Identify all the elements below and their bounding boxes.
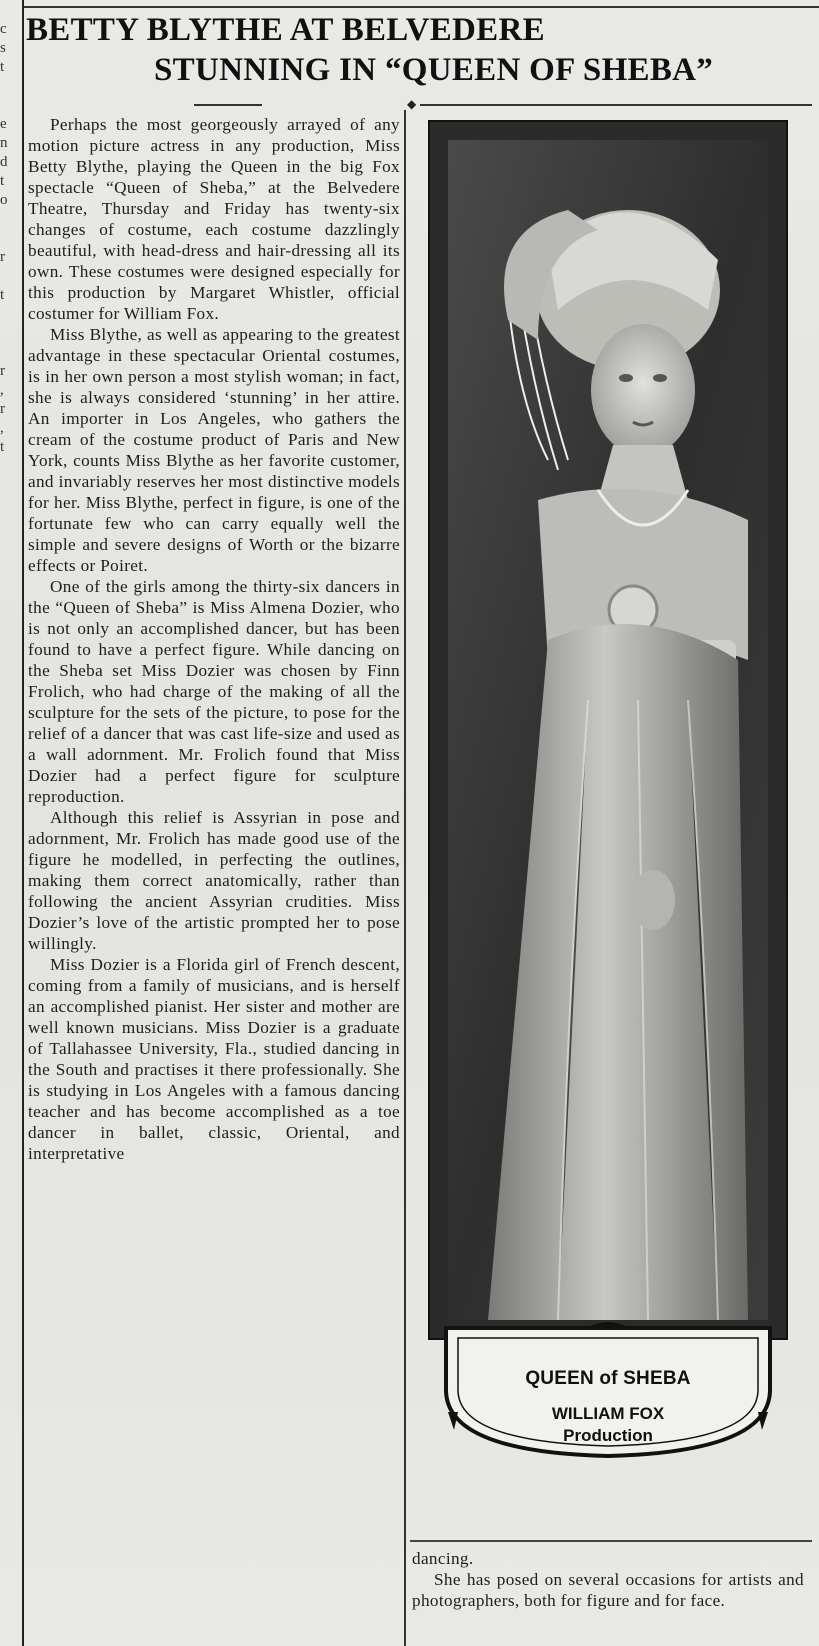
- margin-char: ,: [0, 420, 4, 436]
- margin-char: s: [0, 40, 6, 56]
- continuation-rule: [410, 1540, 812, 1542]
- headline-line-1: BETTY BLYTHE AT BELVEDERE: [26, 12, 545, 48]
- caption-production: Production: [563, 1426, 653, 1445]
- margin-char: c: [0, 21, 7, 37]
- article-paragraph: Miss Dozier is a Florida girl of French descent, coming from a family of musicians, and is herself an accomplished pianist. Her sister and mother are well known musicians. Miss Dozier is a graduate of Tallahassee University, Fla., studied dancing in the South and practises it there professionally. She is studying in Los Angeles with a famous dancing teacher and has become accomplished as a toe dancer in ballet, classic, Oriental, and interpretative: [28, 955, 400, 1163]
- article-paragraph: Perhaps the most georgeously arrayed of any motion picture actress in any production, Miss Betty Blythe, playing the Queen in the big Fox spectacle “Queen of Sheba,” at the Belvedere Theatre, Thursday and Friday has twenty-six changes of costume, each costume dazzlingly beautiful, with head-dress and hair-dressing all its own. These costumes were designed especially for this production by Margaret Whistler, official costumer for William Fox.: [28, 115, 400, 323]
- article-body: [28, 114, 400, 1164]
- margin-char: [0, 343, 18, 362]
- column-rule-left: [22, 0, 24, 1646]
- headline: [26, 10, 816, 90]
- margin-char: d: [0, 154, 8, 170]
- margin-char: t: [0, 287, 5, 303]
- article-paragraph: Miss Blythe, as well as appearing to the greatest advantage in these spectacular Oriental costumes, is in her own person a most stylish woman; in fact, she is always considered ‘stunning’ in her attire. An importer in Los Angeles, who gathers the cream of the costume product of Paris and New York, counts Miss Blythe as her favorite customer, and invariably reserves her most distinctive models for her. Miss Blythe, perfect in figure, is one of the fortunate few who can carry equally well the simple and severe designs of Worth or the bizarre effects or Poiret.: [28, 325, 400, 575]
- headline-rule-right: [420, 104, 812, 106]
- photo-frame: [428, 120, 788, 1340]
- caption-studio: WILLIAM FOX: [551, 1404, 665, 1423]
- top-rule: [24, 6, 819, 8]
- queen-of-sheba-portrait: [448, 140, 768, 1320]
- portrait-illustration: [448, 140, 768, 1320]
- margin-char: ,: [0, 382, 4, 398]
- margin-char: [0, 77, 18, 96]
- article-paragraph: One of the girls among the thirty-six dancers in the “Queen of Sheba” is Miss Almena Dozier, who is not only an accomplished dancer, but has been found to have a perfect figure. While dancing on the Sheba set Miss Dozier was chosen by Finn Frolich, who had charge of the making of all the sculpture for the sets of the picture, to pose for the relief of a dancer that was cast life-size and used as a wall adornment. Mr. Frolich found that Miss Dozier had a perfect figure for sculpture reproduction.: [28, 577, 400, 806]
- margin-char: [0, 267, 18, 286]
- margin-char: [0, 305, 18, 324]
- margin-char: t: [0, 59, 5, 75]
- caption-cartouche: [436, 1320, 780, 1460]
- margin-char: t: [0, 173, 5, 189]
- continuation-line: dancing.: [412, 1549, 474, 1568]
- margin-char: [0, 96, 18, 115]
- article-continuation: [412, 1548, 804, 1611]
- previous-column-fragment: [0, 20, 18, 1620]
- headline-line-2: STUNNING IN “QUEEN OF SHEBA”: [154, 52, 714, 88]
- diamond-ornament-icon: ◆: [407, 97, 417, 111]
- margin-char: [0, 229, 18, 248]
- margin-char: o: [0, 192, 8, 208]
- continuation-paragraph: She has posed on several occasions for artists and photographers, both for figure and for face.: [412, 1570, 804, 1610]
- margin-char: [0, 210, 18, 229]
- headline-rule-left: [194, 104, 262, 106]
- margin-char: r: [0, 249, 5, 265]
- margin-char: t: [0, 439, 5, 455]
- margin-char: r: [0, 363, 5, 379]
- photo-panel: [428, 120, 788, 1460]
- margin-char: [0, 324, 18, 343]
- column-rule-middle: [404, 110, 406, 1646]
- caption-title: QUEEN of SHEBA: [525, 1368, 691, 1389]
- margin-char: r: [0, 401, 5, 417]
- article-paragraph: Although this relief is Assyrian in pose and adornment, Mr. Frolich has made good use of the figure he modelled, in perfecting the outlines, making them correct anatomically, rather than following the ancient Assyrian crudities. Miss Dozier’s love of the artistic prompted her to pose willingly.: [28, 808, 400, 953]
- margin-char: e: [0, 116, 7, 132]
- margin-char: n: [0, 135, 8, 151]
